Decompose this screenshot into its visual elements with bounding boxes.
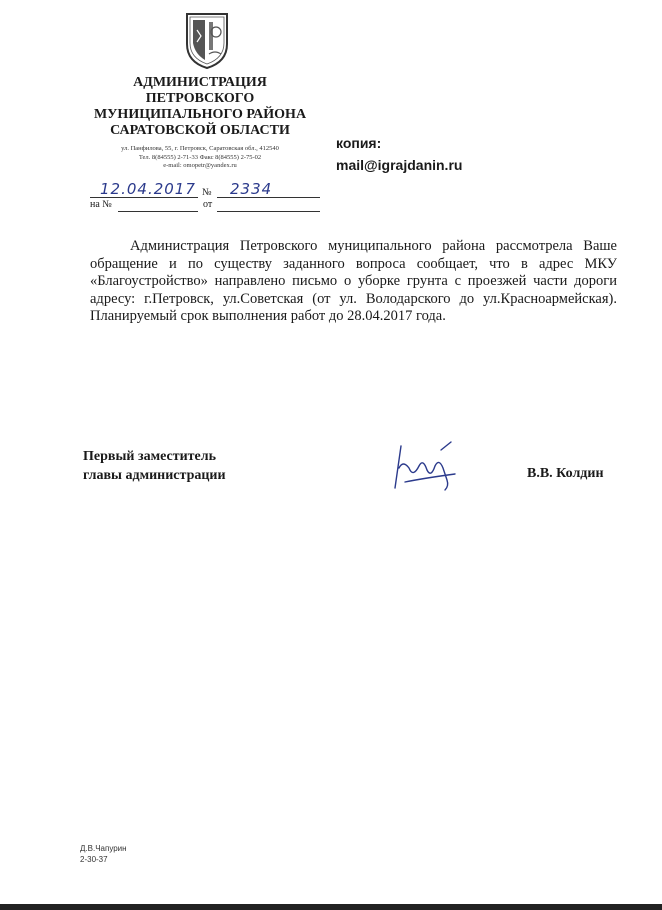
- letter-body: [90, 238, 617, 326]
- copy-email: mail@igrajdanin.ru: [336, 157, 463, 173]
- outgoing-number: 2334: [230, 180, 273, 198]
- reference-from-underline: [217, 211, 320, 212]
- executor-info: [80, 843, 127, 865]
- phone-fax-line: Тел. 8(84555) 2-71-33 Факс 8(84555) 2-75-02: [138, 153, 262, 161]
- signatory-title: [83, 447, 226, 485]
- reference-prefix: на №: [90, 199, 112, 210]
- organization-address: [80, 145, 320, 171]
- executor-phone: 2-30-37: [80, 855, 108, 864]
- page-bottom-edge: [0, 904, 662, 910]
- organization-name: [90, 75, 310, 139]
- org-line: САРАТОВСКОЙ ОБЛАСТИ: [110, 123, 290, 138]
- signatory-name: В.В. Колдин: [527, 466, 604, 481]
- reference-from: от: [203, 199, 213, 210]
- reference-underline: [118, 211, 198, 212]
- signatory-title-line: главы администрации: [83, 468, 226, 483]
- handwritten-signature: [385, 438, 465, 498]
- number-prefix: №: [202, 187, 212, 198]
- date-underline: [90, 197, 198, 198]
- executor-name: Д.В.Чапурин: [80, 844, 127, 853]
- org-line: ПЕТРОВСКОГО: [145, 91, 255, 106]
- number-underline: [217, 197, 320, 198]
- email-line: e-mail: omopetr@yandex.ru: [163, 162, 237, 169]
- org-line: АДМИНИСТРАЦИЯ: [133, 75, 267, 90]
- coat-of-arms-emblem: [183, 10, 231, 70]
- address-line: ул. Панфилова, 55, г. Петровск, Саратовская обл., 412540: [121, 145, 279, 152]
- copy-label: копия:: [336, 135, 382, 151]
- org-line: МУНИЦИПАЛЬНОГО РАЙОНА: [93, 107, 307, 122]
- outgoing-date: 12.04.2017: [100, 180, 196, 198]
- signatory-title-line: Первый заместитель: [83, 449, 216, 464]
- body-paragraph: Администрация Петровского муниципального района рассмотрела Ваше обращение и по существу заданного вопроса сообщает, что в адрес МКУ «Благоустройство» направлено письмо о уборке грунта с проезжей части дороги адресу: г.Петровск, ул.Советская (от ул. Володарского до ул.Красноармейская). Планируемый срок выполнения работ до 28.04.2017 года.: [90, 238, 617, 325]
